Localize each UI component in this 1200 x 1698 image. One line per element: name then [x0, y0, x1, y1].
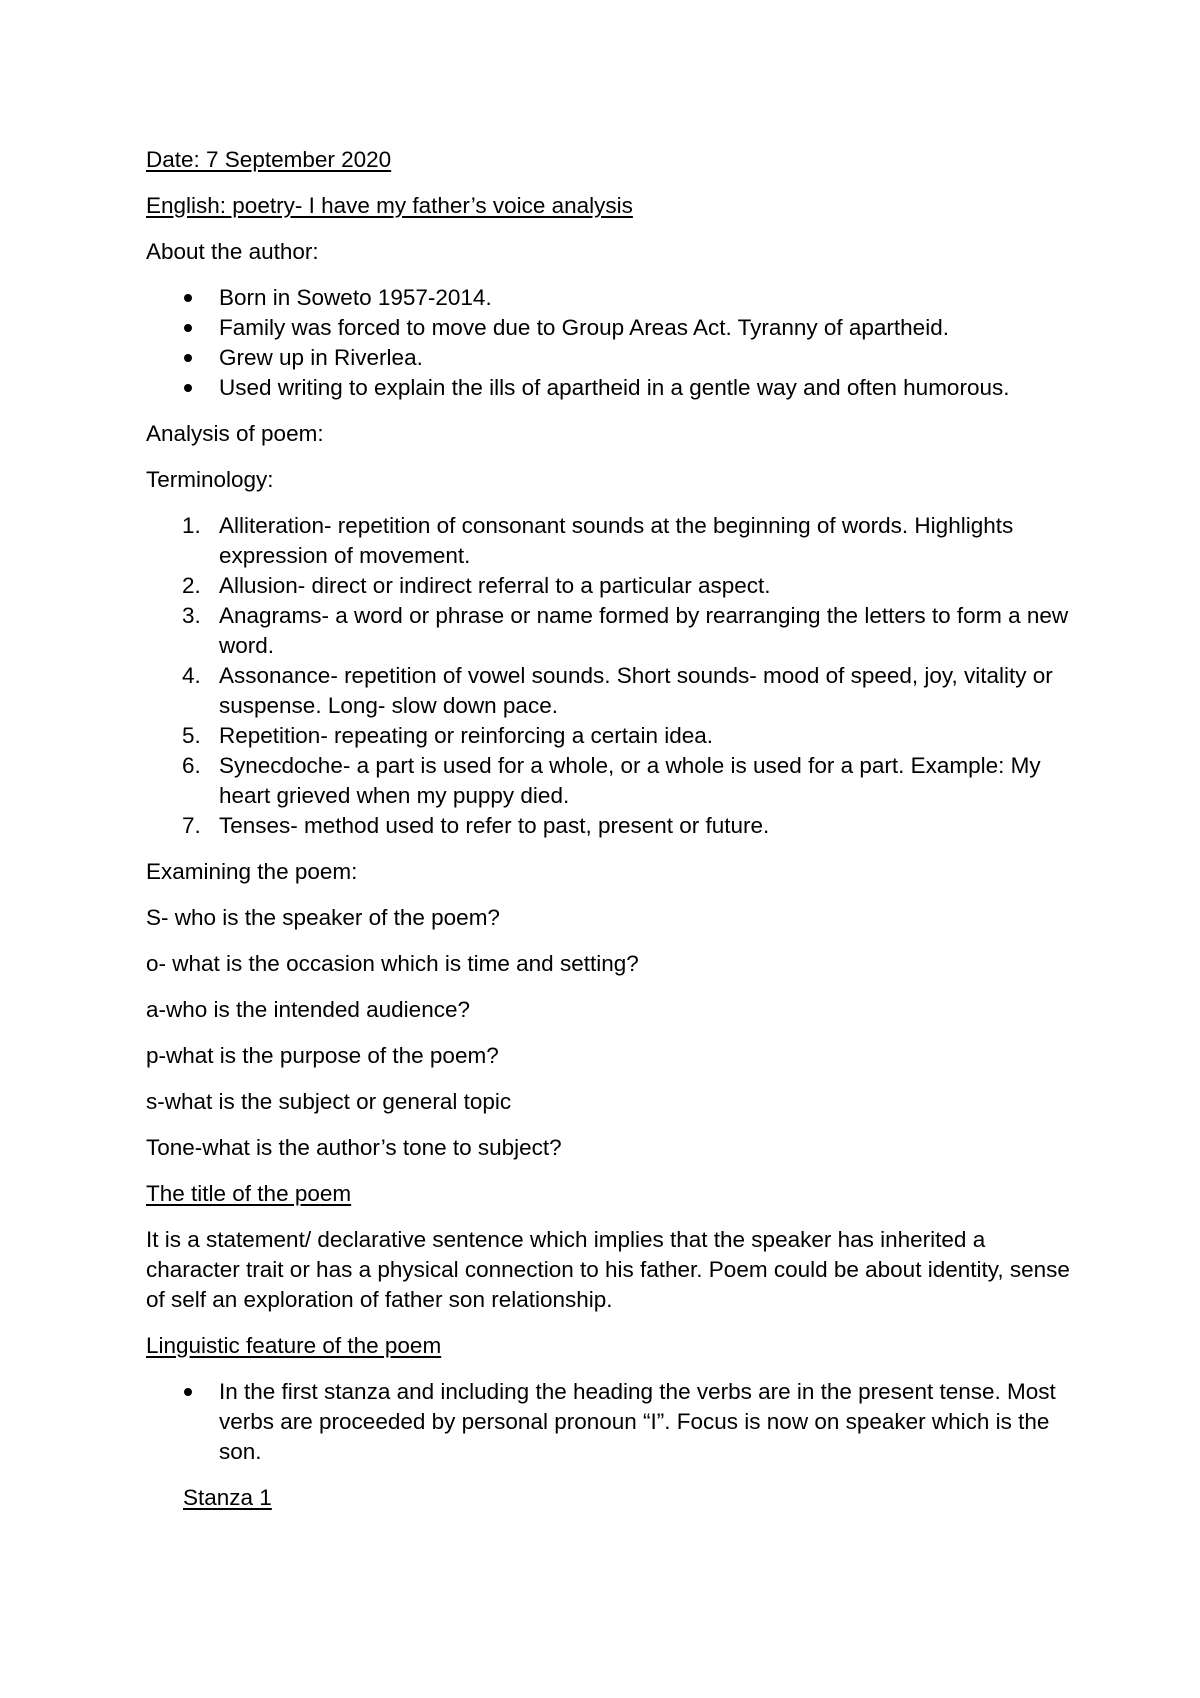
soapst-line: S- who is the speaker of the poem?	[146, 905, 500, 930]
list-item	[146, 721, 1076, 751]
list-item	[146, 601, 1076, 661]
bullet-icon	[184, 1388, 192, 1396]
soapst-line: a-who is the intended audience?	[146, 997, 470, 1022]
about-author-list	[146, 283, 1076, 403]
list-item	[146, 313, 1076, 343]
list-item-text: Alliteration- repetition of consonant sounds at the beginning of words. Highlights expression of movement.	[219, 513, 1014, 568]
analysis-heading: Analysis of poem:	[146, 421, 324, 446]
about-author-heading: About the author:	[146, 239, 319, 264]
list-item-text: Born in Soweto 1957-2014.	[219, 285, 492, 310]
title-section-paragraph: It is a statement/ declarative sentence which implies that the speaker has inherited a character trait or has a physical connection to his father. Poem could be about identity, sense of self an exploration of father son relationship.	[146, 1227, 1070, 1312]
list-item	[146, 751, 1076, 811]
list-item-text: Grew up in Riverlea.	[219, 345, 423, 370]
list-item	[146, 811, 1076, 841]
terminology-list	[146, 511, 1076, 841]
document-title: English: poetry- I have my father’s voice analysis	[146, 193, 633, 218]
item-number: 3.	[182, 603, 201, 628]
date-line: Date: 7 September 2020	[146, 147, 392, 172]
examining-heading: Examining the poem:	[146, 859, 358, 884]
terminology-heading: Terminology:	[146, 467, 274, 492]
soapst-line: p-what is the purpose of the poem?	[146, 1043, 499, 1068]
stanza-heading-text: Stanza 1	[183, 1485, 272, 1510]
item-number: 1.	[182, 513, 201, 538]
bullet-icon	[184, 384, 192, 392]
list-item-text: Used writing to explain the ills of apartheid in a gentle way and often humorous.	[219, 375, 1010, 400]
list-item-text: Allusion- direct or indirect referral to a particular aspect.	[219, 573, 771, 598]
stanza-heading	[146, 1483, 1076, 1513]
item-number: 6.	[182, 753, 201, 778]
soapst-line: o- what is the occasion which is time and setting?	[146, 951, 639, 976]
item-number: 4.	[182, 663, 201, 688]
list-item-text: In the first stanza and including the heading the verbs are in the present tense. Most verbs are proceeded by personal pronoun “I”. Focus is now on speaker which is the son.	[219, 1379, 1056, 1464]
item-number: 7.	[182, 813, 201, 838]
item-number: 5.	[182, 723, 201, 748]
list-item-text: Tenses- method used to refer to past, present or future.	[219, 813, 770, 838]
list-item	[146, 283, 1076, 313]
list-item-text: Anagrams- a word or phrase or name formed by rearranging the letters to form a new word.	[219, 603, 1069, 658]
list-item-text: Synecdoche- a part is used for a whole, or a whole is used for a part. Example: My heart grieved when my puppy died.	[219, 753, 1041, 808]
soapst-line: s-what is the subject or general topic	[146, 1089, 512, 1114]
bullet-icon	[184, 294, 192, 302]
list-item	[146, 1377, 1076, 1467]
list-item	[146, 571, 1076, 601]
list-item	[146, 373, 1076, 403]
list-item-text: Repetition- repeating or reinforcing a certain idea.	[219, 723, 714, 748]
list-item	[146, 661, 1076, 721]
bullet-icon	[184, 324, 192, 332]
title-section-heading: The title of the poem	[146, 1181, 352, 1206]
list-item-text: Family was forced to move due to Group Areas Act. Tyranny of apartheid.	[219, 315, 949, 340]
linguistic-list	[146, 1377, 1076, 1467]
linguistic-heading: Linguistic feature of the poem	[146, 1333, 442, 1358]
list-item-text: Assonance- repetition of vowel sounds. Short sounds- mood of speed, joy, vitality or suspense. Long- slow down pace.	[219, 663, 1053, 718]
item-number: 2.	[182, 573, 201, 598]
bullet-icon	[184, 354, 192, 362]
document-body	[146, 145, 1076, 1529]
list-item	[146, 343, 1076, 373]
list-item	[146, 511, 1076, 571]
soapst-line: Tone-what is the author’s tone to subject?	[146, 1135, 562, 1160]
